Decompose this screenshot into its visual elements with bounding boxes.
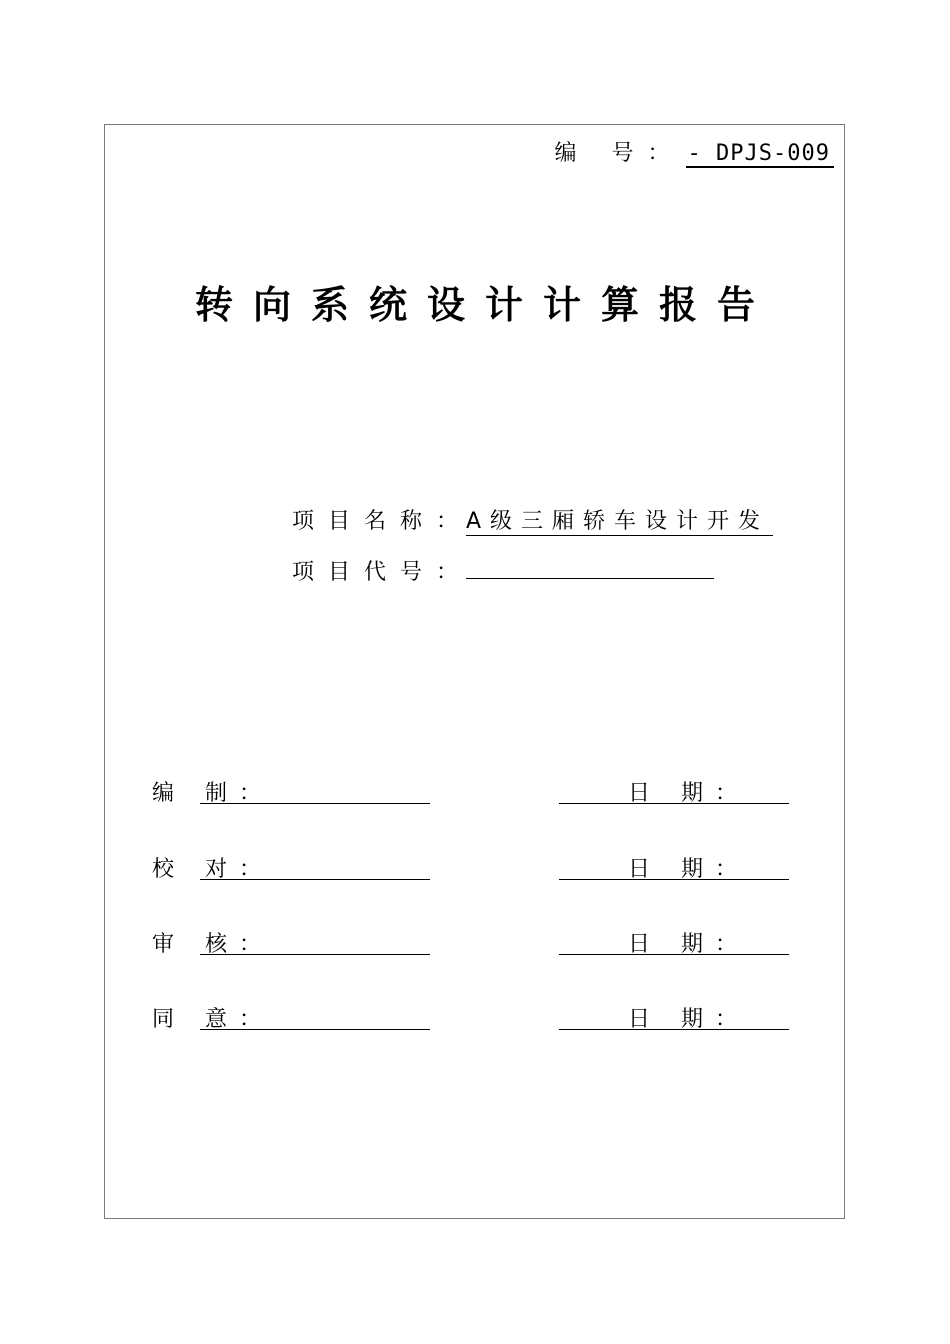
approve-date-label: 日 期：	[628, 1007, 749, 1032]
compile-signature-line	[200, 803, 430, 804]
document-number-value: - DPJS-009	[686, 141, 834, 168]
project-code-label: 项目代号：	[292, 560, 473, 585]
review-date-label: 日 期：	[628, 932, 749, 957]
document-number-label: 编 号：	[554, 141, 684, 166]
check-label: 校 对：	[152, 857, 273, 882]
review-label: 审 核：	[152, 932, 273, 957]
signature-row-review	[152, 927, 792, 957]
review-signature-line	[200, 954, 430, 955]
signature-row-approve	[152, 1002, 792, 1032]
approve-signature-line	[200, 1029, 430, 1030]
check-signature-line	[200, 879, 430, 880]
project-name-label: 项目名称：	[292, 509, 473, 534]
project-code-row	[292, 554, 714, 586]
check-date-label: 日 期：	[628, 857, 749, 882]
project-name-row	[292, 504, 773, 536]
report-title: 转向系统设计计算报告	[194, 283, 775, 327]
project-code-value	[466, 554, 714, 579]
approve-label: 同 意：	[152, 1007, 273, 1032]
compile-label: 编 制：	[152, 781, 273, 806]
project-name-value: A级三厢轿车设计开发	[466, 504, 773, 536]
document-number	[555, 136, 834, 168]
signature-row-compile	[152, 776, 792, 806]
compile-date-label: 日 期：	[628, 781, 749, 806]
signature-row-check	[152, 852, 792, 882]
